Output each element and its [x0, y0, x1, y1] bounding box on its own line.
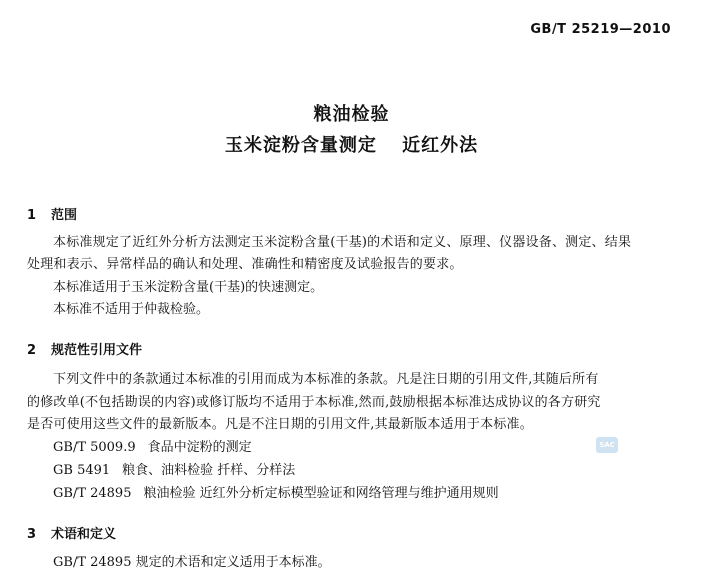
reference-item [53, 483, 499, 506]
normative-paragraph-cont-1 [27, 392, 672, 415]
terms-paragraph: GB/T 24895 规定的术语和定义适用于本标准。 [53, 555, 331, 570]
section-heading-normative-references [27, 339, 142, 358]
section-title: 规范性引用文件 [51, 343, 143, 358]
section-title: 范围 [51, 208, 78, 223]
reference-title: 粮油检验 近红外分析定标模型验证和网络管理与维护通用规则 [143, 486, 499, 501]
document-title-line-1: 粮油检验 [313, 104, 390, 125]
section-title: 术语和定义 [51, 527, 117, 542]
reference-code: GB/T 5009.9 [53, 440, 136, 455]
scope-paragraph-1-cont [27, 254, 672, 277]
scope-paragraph-3: 本标准不适用于仲裁检验。 [53, 302, 210, 317]
reference-code: GB 5491 [53, 463, 111, 478]
normative-paragraph-cont-2 [27, 414, 672, 437]
normative-paragraph [27, 369, 672, 392]
section-number: 3 [27, 527, 37, 542]
normative-paragraph-line-1: 下列文件中的条款通过本标准的引用而成为本标准的条款。凡是注日期的引用文件,其随后所有 [53, 372, 599, 387]
section-heading-scope [27, 204, 77, 223]
normative-paragraph-line-2: 的修改单(不包括勘误的内容)或修订版均不适用于本标准,然而,鼓励根据本标准达成协议的各方研究 [27, 395, 601, 410]
reference-item [53, 460, 295, 483]
scope-paragraph-2: 本标准适用于玉米淀粉含量(干基)的快速测定。 [53, 280, 324, 295]
reference-item [53, 437, 252, 460]
section-number: 2 [27, 343, 37, 358]
normative-paragraph-line-3: 是否可使用这些文件的最新版本。凡是不注日期的引用文件,其最新版本适用于本标准。 [27, 417, 533, 432]
watermark-stamp: SAC [596, 437, 618, 453]
scope-paragraph-1-line-1: 本标准规定了近红外分析方法测定玉米淀粉含量(干基)的术语和定义、原理、仪器设备、测定、结果 [53, 235, 632, 250]
reference-title: 粮食、油料检验 扦样、分样法 [122, 463, 296, 478]
reference-title: 食品中淀粉的测定 [147, 440, 252, 455]
standard-code: GB/T 25219—2010 [530, 22, 671, 37]
reference-code: GB/T 24895 [53, 486, 132, 501]
section-heading-terms [27, 523, 116, 542]
scope-paragraph-1-line-2: 处理和表示、异常样品的确认和处理、准确性和精密度及试验报告的要求。 [27, 257, 463, 272]
document-title-line-2: 玉米淀粉含量测定 近红外法 [224, 135, 479, 156]
section-number: 1 [27, 208, 37, 223]
scope-paragraph-1 [27, 232, 672, 255]
